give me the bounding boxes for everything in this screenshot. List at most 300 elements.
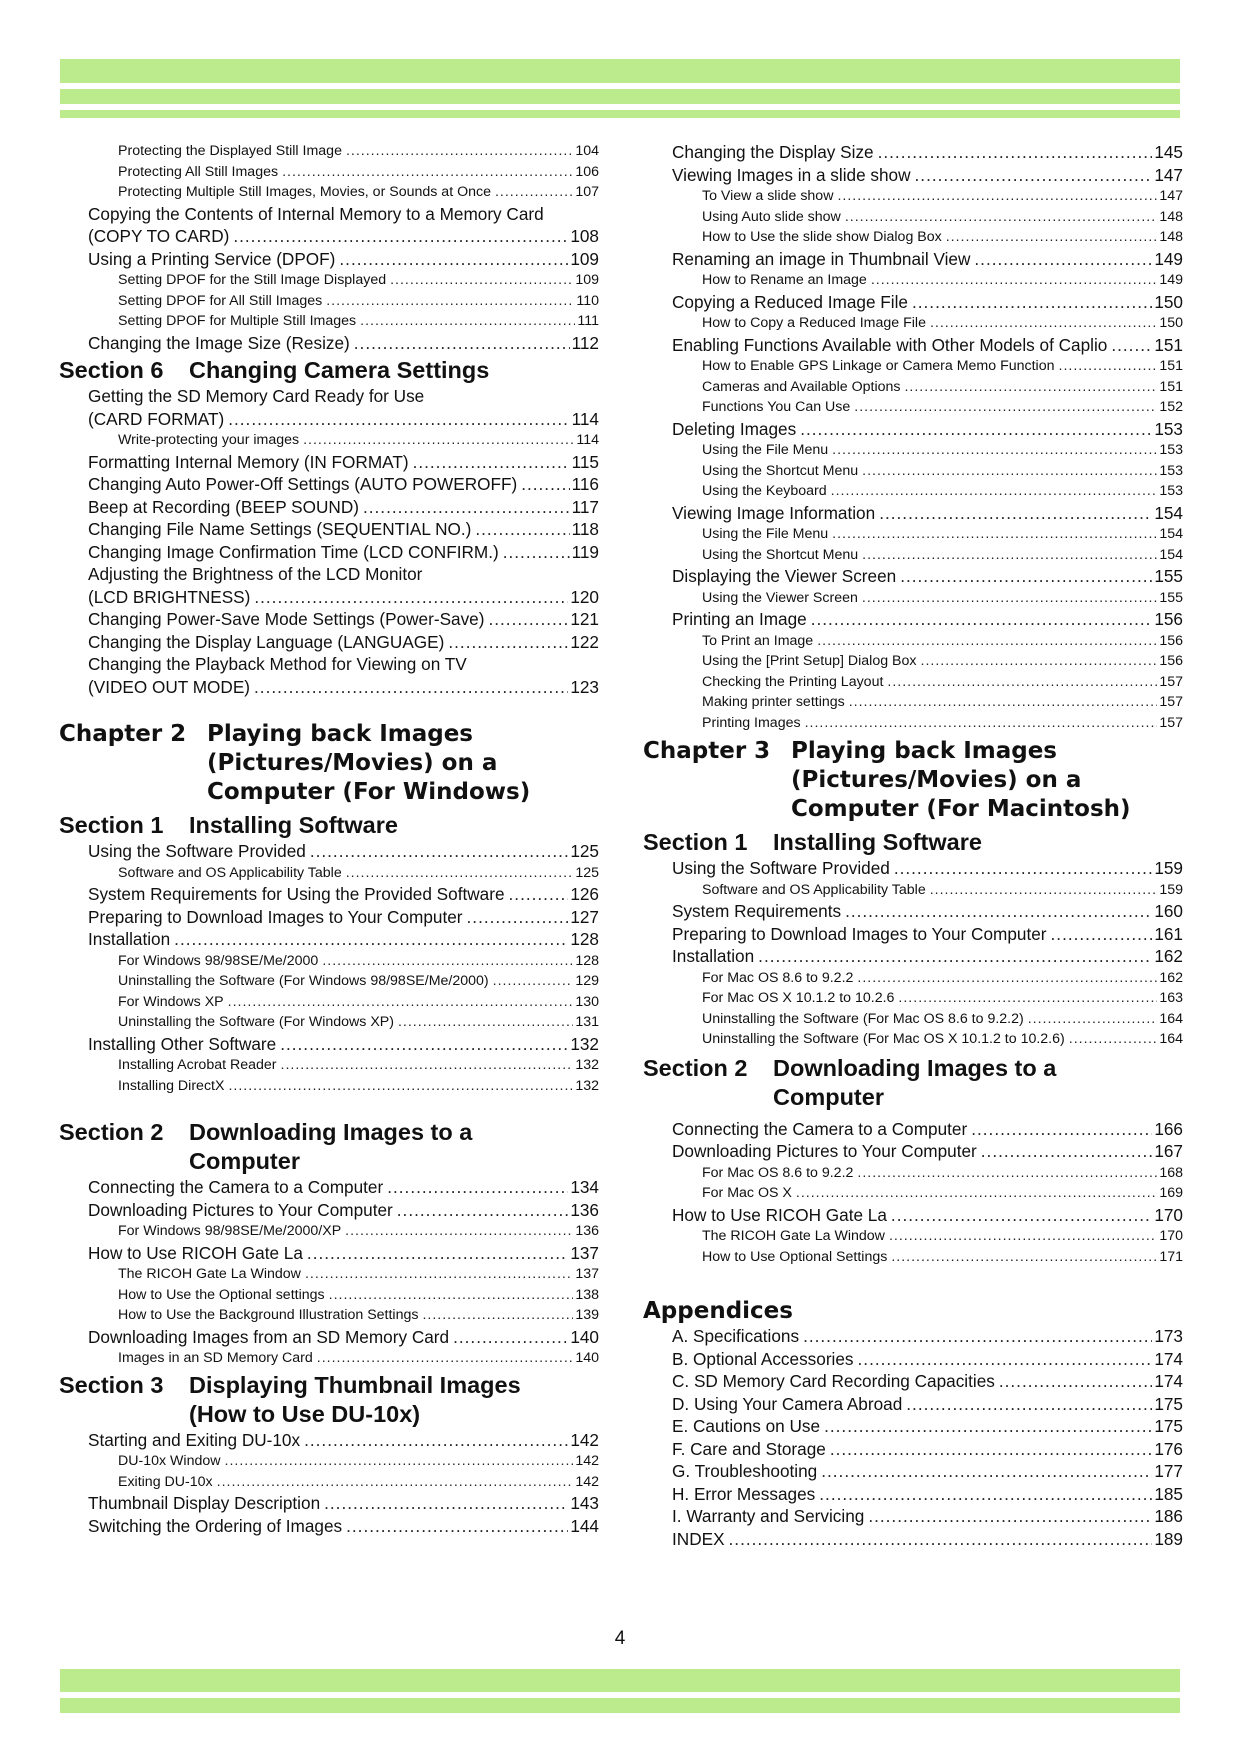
toc-page-number: 185	[1154, 1483, 1183, 1504]
toc-entry-title: Protecting the Displayed Still Image	[118, 143, 342, 159]
toc-page-number: 142	[575, 1453, 599, 1469]
toc-entry[interactable]	[59, 1492, 599, 1515]
toc-entry-title: Switching the Ordering of Images	[88, 1515, 343, 1536]
dot-leader	[1028, 1009, 1158, 1030]
dot-leader	[305, 1264, 573, 1285]
toc-subentry[interactable]	[59, 863, 599, 884]
toc-entry[interactable]	[643, 945, 1183, 968]
toc-entry[interactable]	[643, 1393, 1183, 1416]
dot-leader	[228, 992, 574, 1013]
dot-leader	[390, 270, 573, 291]
toc-entry-title: Images in an SD Memory Card	[118, 1350, 313, 1366]
dot-leader	[906, 1393, 1152, 1416]
toc-entry[interactable]	[59, 883, 599, 906]
toc-page-number: 149	[1154, 248, 1183, 269]
toc-entry[interactable]	[643, 164, 1183, 187]
toc-page-number: 151	[1154, 334, 1183, 355]
toc-page-number: 163	[1159, 990, 1183, 1006]
toc-page-number: 175	[1154, 1393, 1183, 1414]
toc-page-number: 142	[570, 1429, 599, 1450]
toc-page-number: 164	[1159, 1010, 1183, 1027]
dot-leader	[346, 141, 573, 162]
toc-page-number: 140	[575, 1350, 599, 1366]
toc-subentry[interactable]	[643, 988, 1183, 1009]
toc-page-number: 111	[577, 313, 599, 329]
dot-leader	[233, 225, 568, 248]
dot-leader	[805, 713, 1158, 734]
toc-entry-title: Setting DPOF for the Still Image Displayed	[118, 272, 387, 288]
toc-subentry[interactable]	[643, 1183, 1183, 1204]
toc-entry-title: Preparing to Download Images to Your Computer	[88, 906, 463, 927]
toc-subentry[interactable]	[59, 1055, 599, 1076]
dot-leader	[898, 988, 1157, 1009]
toc-page-number: 129	[575, 973, 599, 989]
toc-subentry[interactable]	[643, 270, 1183, 291]
toc-page-number: 153	[1159, 442, 1183, 458]
dot-leader	[796, 1183, 1157, 1204]
header-bar-3	[60, 110, 1180, 118]
toc-entry-title: Changing File Name Settings (SEQUENTIAL NO.)	[88, 519, 472, 539]
toc-subentry[interactable]	[643, 968, 1183, 989]
dot-leader	[280, 1033, 568, 1056]
toc-page-number: 112	[571, 332, 599, 353]
toc-subentry[interactable]	[643, 1009, 1183, 1030]
toc-entry[interactable]	[643, 291, 1183, 314]
toc-page-number: 131	[575, 1014, 599, 1030]
toc-entry-title: Checking the Printing Layout	[702, 673, 884, 690]
toc-entry[interactable]	[59, 496, 599, 519]
toc-entry-title: Printing an Image	[672, 609, 807, 629]
toc-entry[interactable]	[59, 1429, 599, 1452]
toc-entry-title: Setting DPOF for Multiple Still Images	[118, 313, 357, 329]
dot-leader	[858, 1348, 1153, 1371]
toc-entry[interactable]	[59, 631, 599, 654]
toc-entry[interactable]	[643, 608, 1183, 631]
toc-page-number: 159	[1159, 881, 1183, 898]
appendices-heading: Appendices	[643, 1298, 793, 1324]
toc-entry-title: To Print an Image	[702, 632, 814, 649]
toc-entry[interactable]	[643, 1348, 1183, 1371]
toc-subentry[interactable]	[59, 1348, 599, 1369]
toc-subentry[interactable]	[59, 1264, 599, 1285]
toc-page-number: 154	[1154, 502, 1183, 523]
dot-leader	[1051, 923, 1153, 946]
toc-entry[interactable]	[643, 1460, 1183, 1483]
toc-entry-title: Protecting Multiple Still Images, Movies, or Sounds at Once	[118, 184, 491, 200]
toc-entry[interactable]	[643, 248, 1183, 271]
toc-entry[interactable]	[59, 840, 599, 863]
toc-entry[interactable]	[643, 1370, 1183, 1393]
dot-leader	[310, 840, 568, 863]
dot-leader	[817, 631, 1157, 652]
toc-subentry[interactable]	[59, 992, 599, 1013]
toc-subentry[interactable]	[643, 377, 1183, 398]
toc-entry-title: Exiting DU-10x	[118, 1473, 213, 1490]
toc-entry[interactable]	[643, 1483, 1183, 1506]
dot-leader	[845, 900, 1152, 923]
toc-page-number: 176	[1154, 1438, 1183, 1459]
toc-entry-title: For Mac OS X 10.1.2 to 10.2.6	[702, 990, 895, 1006]
chapter-title-line: (Pictures/Movies) on a	[791, 767, 1082, 793]
dot-leader	[228, 1076, 573, 1097]
toc-entry[interactable]	[643, 923, 1183, 946]
section-heading	[59, 356, 599, 385]
section-title-line: (How to Use DU-10x)	[189, 1400, 421, 1427]
section-number: Section 6	[59, 357, 164, 383]
dot-leader	[467, 906, 569, 929]
toc-page-number: 109	[575, 272, 599, 288]
toc-entry-continued[interactable]: Copying the Contents of Internal Memory to a Memory Card	[88, 203, 544, 224]
toc-entry-continued[interactable]: Changing the Playback Method for Viewing on TV	[88, 654, 467, 674]
dot-leader	[363, 496, 570, 519]
toc-subentry[interactable]	[643, 313, 1183, 334]
toc-entry[interactable]	[59, 408, 599, 431]
dot-leader	[889, 1226, 1157, 1247]
toc-entry[interactable]	[59, 906, 599, 929]
chapter-title-line: Computer (For Macintosh)	[791, 796, 1131, 822]
toc-page-number: 170	[1154, 1204, 1183, 1225]
toc-list	[59, 385, 599, 698]
dot-leader	[1059, 356, 1158, 377]
toc-subentry[interactable]	[643, 588, 1183, 609]
dot-leader	[862, 545, 1157, 566]
toc-subentry[interactable]	[643, 1226, 1183, 1247]
toc-entry[interactable]	[643, 565, 1183, 588]
toc-entry-title: Installing DirectX	[118, 1077, 225, 1094]
section-heading	[59, 1118, 599, 1176]
dot-leader	[887, 672, 1157, 693]
toc-entry[interactable]	[59, 473, 599, 496]
chapter-number: Chapter 2	[59, 721, 187, 747]
toc-page-number: 136	[575, 1223, 599, 1239]
toc-page-number: 164	[1159, 1031, 1183, 1047]
toc-entry-title: Using the Software Provided	[672, 858, 890, 878]
toc-subentry[interactable]	[643, 397, 1183, 418]
toc-entry-title: Renaming an image in Thumbnail View	[672, 248, 971, 269]
toc-entry-title: How to Use the slide show Dialog Box	[702, 229, 942, 245]
toc-page-number: 157	[1159, 694, 1183, 710]
toc-entry[interactable]	[59, 332, 599, 355]
toc-page-number: 160	[1154, 901, 1183, 921]
toc-entry[interactable]	[59, 451, 599, 474]
toc-page-number: 161	[1154, 923, 1183, 944]
section-title	[189, 1371, 599, 1429]
toc-subentry[interactable]	[643, 651, 1183, 672]
toc-entry[interactable]	[643, 502, 1183, 525]
dot-leader	[345, 1221, 573, 1242]
toc-subentry[interactable]	[643, 1029, 1183, 1050]
toc-entry-title: E. Cautions on Use	[672, 1416, 821, 1436]
toc-page-number: 143	[570, 1493, 599, 1513]
toc-list	[643, 857, 1183, 1050]
dot-leader	[894, 857, 1152, 880]
toc-page-number: 171	[1159, 1248, 1183, 1265]
toc-page-number: 156	[1154, 609, 1183, 629]
dot-leader	[857, 1163, 1157, 1184]
toc-entry[interactable]	[59, 518, 599, 541]
toc-entry-title: Downloading Pictures to Your Computer	[672, 1141, 977, 1161]
toc-entry[interactable]	[59, 608, 599, 631]
dot-leader	[803, 1325, 1152, 1348]
toc-subentry[interactable]	[643, 1163, 1183, 1184]
section-heading	[59, 1371, 599, 1429]
toc-entry[interactable]	[59, 928, 599, 951]
toc-entry-title: Using the Shortcut Menu	[702, 546, 859, 563]
toc-subentry[interactable]	[643, 672, 1183, 693]
dot-leader	[891, 1204, 1152, 1227]
toc-page-number: 154	[1159, 526, 1183, 542]
toc-list	[59, 141, 599, 354]
toc-subentry[interactable]	[643, 207, 1183, 228]
toc-entry[interactable]	[643, 334, 1183, 357]
toc-entry-title: Installation	[88, 929, 171, 949]
toc-entry-title: Using the Shortcut Menu	[702, 462, 859, 479]
toc-subentry[interactable]	[59, 182, 599, 203]
toc-entry-title: Installing Acrobat Reader	[118, 1057, 277, 1073]
toc-entry-title: For Mac OS X	[702, 1185, 792, 1201]
toc-page-number: 114	[571, 408, 599, 429]
chapter-title-line: Playing back Images	[791, 738, 1057, 764]
toc-subentry[interactable]	[643, 631, 1183, 652]
toc-page-number: 189	[1154, 1528, 1183, 1549]
toc-entry[interactable]	[643, 418, 1183, 441]
toc-entry-title: Software and OS Applicability Table	[118, 864, 342, 881]
toc-subentry[interactable]	[643, 880, 1183, 901]
dot-leader	[398, 1012, 573, 1033]
section-number: Section 2	[643, 1054, 748, 1081]
toc-subentry[interactable]	[643, 713, 1183, 734]
dot-leader	[329, 1285, 574, 1306]
toc-entry[interactable]	[59, 1033, 599, 1056]
toc-entry-title: The RICOH Gate La Window	[118, 1266, 301, 1282]
toc-subentry[interactable]	[643, 356, 1183, 377]
toc-entry[interactable]	[59, 586, 599, 609]
toc-entry-continued[interactable]: Getting the SD Memory Card Ready for Use	[88, 386, 425, 406]
toc-entry-title: Software and OS Applicability Table	[702, 881, 926, 898]
toc-entry[interactable]	[59, 541, 599, 564]
toc-subentry[interactable]	[59, 1305, 599, 1326]
dot-leader	[339, 248, 568, 271]
toc-entry-title: DU-10x Window	[118, 1453, 221, 1469]
toc-page-number: 162	[1159, 969, 1183, 986]
toc-entry-title: G. Troubleshooting	[672, 1461, 818, 1481]
toc-subentry[interactable]	[59, 162, 599, 183]
toc-list	[643, 1118, 1183, 1268]
toc-page-number: 110	[576, 292, 599, 309]
toc-entry[interactable]	[643, 857, 1183, 880]
toc-entry[interactable]	[643, 1325, 1183, 1348]
toc-entry-title: F. Care and Storage	[672, 1438, 826, 1459]
toc-entry-title: Displaying the Viewer Screen	[672, 566, 897, 586]
dot-leader	[999, 1370, 1152, 1393]
dot-leader	[862, 588, 1157, 609]
toc-entry[interactable]	[59, 225, 599, 248]
toc-page-number: 126	[570, 884, 599, 904]
toc-subentry[interactable]	[643, 481, 1183, 502]
toc-entry[interactable]	[59, 676, 599, 699]
toc-page-number: 174	[1154, 1371, 1183, 1391]
section-number: Section 3	[59, 1371, 164, 1398]
toc-subentry[interactable]	[59, 270, 599, 291]
toc-page-number: 186	[1154, 1506, 1183, 1526]
toc-page-number: 127	[570, 906, 599, 927]
toc-entry-title: Printing Images	[702, 714, 801, 731]
toc-entry[interactable]	[59, 1176, 599, 1199]
toc-page-number: 137	[575, 1266, 599, 1282]
toc-page-number: 128	[570, 929, 599, 949]
toc-entry-title: For Windows 98/98SE/Me/2000/XP	[118, 1223, 342, 1239]
toc-page-number: 152	[1159, 399, 1183, 415]
toc-entry[interactable]	[59, 248, 599, 271]
toc-entry[interactable]	[643, 1204, 1183, 1227]
toc-subentry[interactable]	[59, 1285, 599, 1306]
toc-entry-title: Using the File Menu	[702, 442, 829, 458]
toc-entry-title: Enabling Functions Available with Other Models of Caplio	[672, 334, 1108, 355]
dot-leader	[832, 440, 1157, 461]
dot-leader	[174, 928, 568, 951]
toc-entry[interactable]	[59, 1199, 599, 1222]
toc-subentry[interactable]	[59, 291, 599, 312]
toc-subentry[interactable]	[643, 1247, 1183, 1268]
toc-entry-continued[interactable]: Adjusting the Brightness of the LCD Monitor	[88, 564, 423, 584]
chapter-heading	[59, 720, 599, 807]
toc-entry-title: Copying a Reduced Image File	[672, 291, 908, 312]
toc-entry-title: Deleting Images	[672, 418, 797, 439]
toc-subentry[interactable]	[643, 461, 1183, 482]
toc-entry[interactable]	[643, 900, 1183, 923]
dot-leader	[912, 291, 1152, 314]
toc-entry-title: Viewing Image Information	[672, 502, 876, 523]
dot-leader	[800, 418, 1152, 441]
toc-entry-title: Downloading Images from an SD Memory Card	[88, 1326, 450, 1347]
toc-entry[interactable]	[643, 1140, 1183, 1163]
toc-entry[interactable]	[59, 1242, 599, 1265]
toc-entry-title: Formatting Internal Memory (IN FORMAT)	[88, 451, 409, 472]
toc-subentry[interactable]	[59, 430, 599, 451]
toc-page-number: 156	[1159, 632, 1183, 649]
dot-leader	[974, 248, 1152, 271]
toc-entry[interactable]	[643, 1118, 1183, 1141]
section-heading	[643, 1054, 1183, 1112]
dot-leader	[871, 270, 1158, 291]
toc-page-number: 148	[1159, 208, 1183, 225]
toc-entry-title: Making printer settings	[702, 694, 845, 710]
toc-entry[interactable]	[643, 141, 1183, 164]
toc-page-number: 140	[570, 1326, 599, 1347]
toc-page-number: 121	[570, 609, 599, 629]
toc-subentry[interactable]	[643, 440, 1183, 461]
section-heading	[643, 828, 1183, 857]
toc-page-number: 173	[1154, 1326, 1183, 1346]
toc-subentry[interactable]	[59, 311, 599, 332]
toc-subentry[interactable]	[59, 951, 599, 972]
toc-subentry[interactable]	[59, 141, 599, 162]
dot-leader	[832, 524, 1157, 545]
toc-page-number: 132	[570, 1033, 599, 1054]
dot-leader	[475, 518, 569, 541]
toc-entry-title: How to Copy a Reduced Image File	[702, 315, 926, 331]
toc-page-number: 157	[1159, 714, 1183, 731]
toc-entry-title: Starting and Exiting DU-10x	[88, 1429, 301, 1450]
toc-page-number: 159	[1154, 858, 1183, 878]
dot-leader	[930, 313, 1157, 334]
dot-leader	[1111, 334, 1152, 357]
toc-entry[interactable]	[643, 1438, 1183, 1461]
toc-subentry[interactable]	[59, 1472, 599, 1493]
dot-leader	[900, 565, 1152, 588]
toc-subentry[interactable]	[643, 186, 1183, 207]
toc-page-number: 156	[1159, 653, 1183, 669]
dot-leader	[304, 1429, 568, 1452]
dot-leader	[854, 397, 1157, 418]
toc-page-number: 167	[1154, 1141, 1183, 1161]
toc-entry[interactable]	[59, 1326, 599, 1349]
toc-page-number: 170	[1159, 1228, 1183, 1244]
toc-subentry[interactable]	[59, 1451, 599, 1472]
dot-leader	[824, 1415, 1152, 1438]
toc-entry-title: Using a Printing Service (DPOF)	[88, 248, 336, 269]
toc-entry-title: Using the [Print Setup] Dialog Box	[702, 653, 917, 669]
toc-entry-title: Write-protecting your images	[118, 432, 300, 448]
toc-page-number: 157	[1159, 673, 1183, 690]
section-title-line: Computer	[189, 1148, 300, 1174]
dot-leader	[946, 227, 1158, 248]
section-title	[189, 1118, 599, 1176]
dot-leader	[915, 164, 1153, 187]
toc-page-number: 125	[575, 864, 599, 881]
dot-leader	[228, 408, 569, 431]
dot-leader	[322, 951, 573, 972]
toc-page-number: 169	[1159, 1185, 1183, 1201]
toc-subentry[interactable]	[59, 971, 599, 992]
toc-subentry[interactable]	[643, 692, 1183, 713]
toc-entry[interactable]	[643, 1505, 1183, 1528]
toc-subentry[interactable]	[59, 1012, 599, 1033]
dot-leader	[453, 1326, 568, 1349]
toc-entry-title: Cameras and Available Options	[702, 378, 901, 395]
toc-entry[interactable]	[643, 1528, 1183, 1551]
toc-entry-title: For Windows XP	[118, 993, 224, 1010]
toc-list	[59, 840, 599, 1096]
toc-entry[interactable]	[643, 1415, 1183, 1438]
toc-subentry[interactable]	[643, 545, 1183, 566]
toc-entry-title: Using the Software Provided	[88, 841, 306, 861]
toc-page-number: 155	[1159, 589, 1183, 606]
toc-subentry[interactable]	[643, 524, 1183, 545]
toc-subentry[interactable]	[59, 1221, 599, 1242]
toc-page-number: 125	[570, 841, 599, 861]
toc-entry[interactable]	[59, 1515, 599, 1538]
dot-leader	[225, 1451, 574, 1472]
toc-entry-title: Uninstalling the Software (For Windows 98/98SE/Me/2000)	[118, 973, 489, 989]
toc-entry-title: (CARD FORMAT)	[88, 408, 225, 429]
toc-entry-title: For Mac OS 8.6 to 9.2.2	[702, 1164, 854, 1181]
toc-page-number: 123	[570, 676, 599, 697]
toc-subentry[interactable]	[59, 1076, 599, 1097]
section-title: Changing Camera Settings	[189, 357, 490, 383]
dot-leader	[521, 473, 569, 496]
dot-leader	[282, 162, 573, 183]
dot-leader	[921, 651, 1158, 672]
toc-page-number: 132	[575, 1057, 599, 1073]
toc-left-column	[59, 141, 599, 1537]
toc-right-column	[643, 141, 1183, 1550]
toc-entry-title: INDEX	[672, 1528, 725, 1549]
dot-leader	[849, 692, 1158, 713]
toc-page-number: 168	[1159, 1164, 1183, 1181]
toc-subentry[interactable]	[643, 227, 1183, 248]
toc-entry-title: B. Optional Accessories	[672, 1348, 854, 1369]
